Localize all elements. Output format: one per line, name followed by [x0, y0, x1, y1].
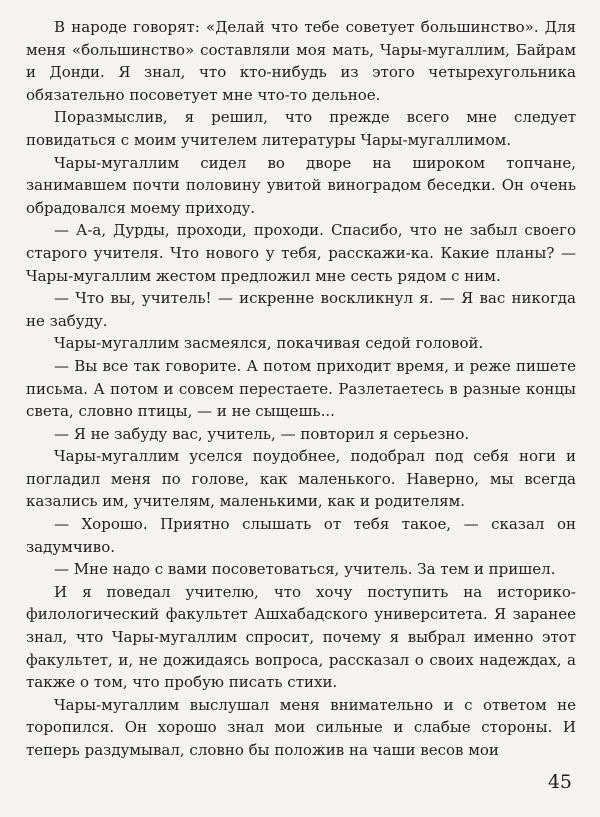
paragraph-8: — Я не забуду вас, учитель, — повторил я серьезно.: [54, 424, 470, 443]
paragraph-2: Поразмыслив, я решил, что прежде всего мне следует повидаться с моим учителем литературы Чары-мугаллимом.: [26, 108, 576, 149]
page-number: 45: [547, 771, 572, 793]
paragraph-7: — Вы все так говорите. А потом приходит время, и реже пишете письма. А потом и совсем перестаете. Разлетаетесь в разные концы света, словно птицы, — и не сыщешь...: [26, 356, 576, 421]
paragraph-9: Чары-мугаллим уселся поудобнее, подобрал под себя ноги и погладил меня по голове, как маленького. Наверно, мы всегда казались им, учителям, маленькими, как и родителям.: [26, 447, 576, 511]
body-text: [26, 16, 576, 762]
paragraph-5: — Что вы, учитель! — искренне воскликнул я. — Я вас никогда не забуду.: [26, 289, 576, 330]
paragraph-13: Чары-мугаллим выслушал меня внимательно и с ответом не торопился. Он хорошо знал мои сильные и слабые стороны. И теперь раздумывал, словно бы положив на чаши весов мои: [26, 695, 576, 759]
paragraph-1: В народе говорят: «Делай что тебе советует большинство». Для меня «большинство» составляли моя мать, Чары-мугаллим, Байрам и Донди. Я знал, что кто-нибудь из этого четырехугольника обязательно посоветует мне что-то дельное.: [26, 18, 576, 104]
paragraph-6: Чары-мугаллим засмеялся, покачивая седой головой.: [54, 334, 484, 353]
paragraph-10: — Хорошо. Приятно слышать от тебя такое, — сказал он задумчиво.: [26, 515, 576, 556]
paragraph-11: — Мне надо с вами посоветоваться, учитель. За тем и пришел.: [54, 560, 556, 579]
paragraph-12: И я поведал учителю, что хочу поступить на историко-филологический факультет Ашхабадского университета. Я заранее знал, что Чары-мугаллим спросит, почему я выбрал именно этот факультет, и, не дожидаясь вопроса, рассказал о своих надеждах, а также о том, что пробую писать стихи.: [26, 582, 576, 692]
paragraph-3: Чары-мугаллим сидел во дворе на широком топчане, занимавшем почти половину увитой виноградом беседки. Он очень обрадовался моему приходу.: [26, 153, 576, 217]
paragraph-4: — А-а, Дурды, проходи, проходи. Спасибо, что не забыл своего старого учителя. Что нового у тебя, расскажи-ка. Какие планы? — Чары-мугаллим жестом предложил мне сесть рядом с ним.: [26, 221, 576, 285]
